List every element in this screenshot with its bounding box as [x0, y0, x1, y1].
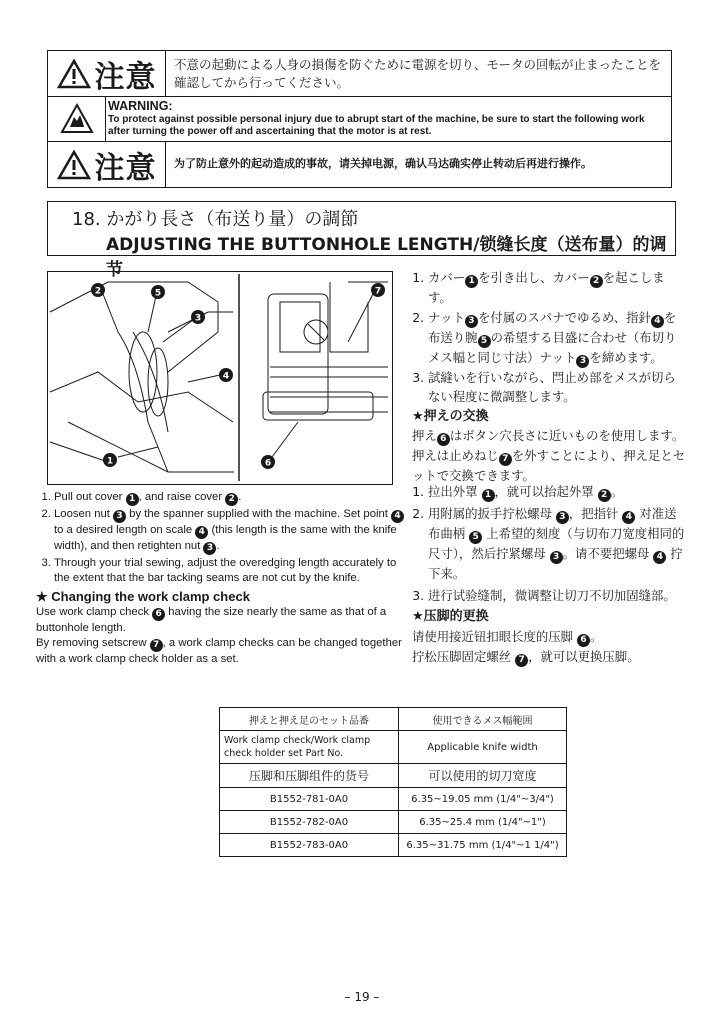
warning-row-en — [48, 97, 671, 142]
callout-badge: 4 — [651, 315, 664, 328]
header-width-cn: 可以使用的切刀宽度 — [399, 764, 567, 788]
callout-4: 4 — [222, 371, 230, 382]
chinese-step-1 — [428, 482, 688, 502]
text: を付属のスパナでゆるめ、指針 — [477, 309, 651, 325]
text: ，把指针 — [568, 506, 623, 521]
english-instructions — [36, 490, 406, 667]
callout-6: 6 — [264, 458, 272, 469]
callout-badge: 6 — [152, 608, 165, 621]
header-part-cn: 压脚和压脚组件的货号 — [220, 764, 399, 788]
callout-badge: 3 — [203, 542, 216, 555]
callout-badge: 3 — [465, 315, 478, 328]
callout-7: 7 — [374, 286, 382, 297]
english-subtitle: ★ Changing the work clamp check — [36, 589, 250, 605]
text: ，就可以更换压脚。 — [528, 648, 640, 664]
chinese-paragraph-2 — [412, 647, 688, 667]
text: を起こします。 — [428, 270, 665, 305]
part-number: B1552-781-0A0 — [220, 788, 399, 811]
caution-label-cn — [48, 142, 166, 188]
text: , and raise cover — [138, 491, 226, 503]
knife-width: 6.35~25.4 mm (1/4"~1") — [399, 811, 567, 834]
part-number: B1552-782-0A0 — [220, 811, 399, 834]
text: 。 — [590, 628, 603, 644]
text: の希望する目盛に合わせ（布切りメス幅と同じ寸法）ナット — [428, 329, 677, 365]
text: 。 — [610, 484, 623, 499]
english-step-2 — [54, 507, 406, 555]
page-number: – 19 – — [344, 990, 380, 1004]
text: By removing setscrew — [36, 636, 150, 649]
text: . — [238, 491, 242, 503]
warning-block — [47, 50, 672, 188]
text: カバー — [428, 270, 466, 285]
text: 上希望的刻度（与切布刀宽度相同的尺寸），然后拧紧螺母 — [428, 526, 685, 561]
text: (this length is the same with the knife width), and then retighten nut — [54, 524, 397, 552]
hand-hazard-icon — [60, 103, 94, 135]
table-row — [220, 811, 567, 834]
text: . — [216, 540, 220, 552]
table-row — [220, 788, 567, 811]
warning-text: To protect against possible personal injury due to abrupt start of the machine, be sure to start the following work after turning the power off and ascertaining that the motor is at rest. — [108, 114, 645, 137]
callout-1: 1 — [106, 456, 114, 467]
part-number: B1552-783-0A0 — [220, 834, 399, 857]
callout-badge: 2 — [590, 275, 603, 288]
text: を引き出し、カバー — [478, 270, 590, 285]
parts-table — [219, 707, 567, 857]
header-part-en: Work clamp check/Work clamp check holder set Part No. — [220, 731, 399, 764]
text: 拧下来。 — [428, 546, 683, 581]
caution-text-cn: 为了防止意外的起动造成的事故，请关掉电源，确认马达确实停止转动后再进行操作。 — [174, 157, 592, 170]
knife-width: 6.35~31.75 mm (1/4"~1 1/4") — [399, 834, 567, 857]
callout-badge: 2 — [225, 493, 238, 506]
callout-badge: 6 — [437, 433, 450, 446]
text: 对准送布曲柄 — [428, 506, 677, 541]
text: Through your trial sewing, adjust the overedging length accurately to the extent that the bar tacking seams are not cut by the knife. — [54, 557, 397, 585]
text: 进行试验缝制，微调整让切刀不切加固缝部。 — [428, 587, 676, 603]
text: Use work clamp check — [36, 605, 153, 618]
chinese-step-3 — [428, 586, 688, 606]
text: , a work clamp checks can be changed together with a work clamp check holder as a set. — [36, 636, 402, 665]
text: はボタン穴長さに近いものを使用します。押えは止めねじ — [412, 428, 685, 463]
text: Pull out cover — [54, 491, 126, 503]
callout-badge: 5 — [469, 531, 482, 544]
text: ナット — [428, 309, 465, 325]
heading-en: ADJUSTING THE BUTTONHOLE LENGTH/锁缝长度（送布量）的调节 — [106, 235, 667, 280]
callout-2: 2 — [94, 286, 102, 297]
table-header-row-jp — [220, 708, 567, 731]
callout-badge: 3 — [576, 355, 589, 368]
caution-text-jp: 不意の起動による人身の損傷を防ぐために電源を切り、モータの回転が止まったことを確認してから行ってください。 — [174, 57, 662, 90]
text: 拉出外罩 — [428, 484, 482, 499]
callout-badge: 4 — [622, 511, 635, 524]
text: by the spanner supplied with the machine. Set point — [126, 508, 392, 520]
callout-5: 5 — [154, 288, 162, 299]
machine-illustration — [48, 272, 391, 483]
callout-badge: 4 — [653, 551, 666, 564]
hand-warning-label — [48, 97, 106, 141]
callout-badge: 4 — [195, 526, 208, 539]
text: を布送り腕 — [428, 309, 677, 345]
japanese-subtitle: ★押えの交換 — [412, 408, 489, 424]
table-header-row-cn — [220, 764, 567, 788]
callout-badge: 3 — [550, 551, 563, 564]
text: 試縫いを行いながら、閂止め部をメスが切らない程度に微調整します。 — [428, 369, 676, 404]
callout-badge: 1 — [126, 493, 139, 506]
text: ，就可以抬起外罩 — [494, 484, 598, 499]
chinese-subtitle: ★压脚的更换 — [412, 609, 489, 624]
callout-badge: 2 — [598, 489, 611, 502]
text: を外すことにより、押え足とセットで交換できます。 — [412, 448, 686, 483]
text: 。请不要把螺母 — [562, 546, 654, 561]
callout-badge: 6 — [577, 634, 590, 647]
callout-badge: 1 — [465, 275, 478, 288]
english-steps — [36, 490, 406, 586]
text: 用附属的扳手拧松螺母 — [428, 506, 556, 521]
chinese-step-2 — [428, 504, 688, 584]
japanese-step-2 — [428, 308, 688, 368]
chinese-paragraph-1 — [412, 627, 688, 647]
chinese-instructions — [412, 482, 688, 667]
japanese-step-3 — [428, 368, 688, 407]
callout-badge: 1 — [482, 489, 495, 502]
callout-badge: 7 — [515, 654, 528, 667]
japanese-step-1 — [428, 268, 688, 308]
text: を締めます。 — [589, 349, 663, 365]
callout-badge: 3 — [113, 510, 126, 523]
japanese-steps — [412, 268, 688, 407]
text: to a desired length on scale — [54, 524, 196, 536]
header-width-jp: 使用できるメス幅範囲 — [399, 708, 567, 731]
japanese-paragraph-1 — [412, 426, 688, 486]
caution-label-jp — [48, 51, 166, 96]
heading-jp: 18. かがり長さ（布送り量）の調節 — [72, 209, 359, 230]
callout-3: 3 — [194, 313, 202, 324]
text: 押え — [412, 428, 437, 443]
caution-row-jp — [48, 51, 671, 97]
text: 拧松压脚固定螺丝 — [412, 648, 516, 664]
callout-badge: 3 — [556, 511, 569, 524]
callout-badge: 5 — [478, 335, 491, 348]
text: 请使用接近钮扣眼长度的压脚 — [412, 628, 578, 644]
knife-width: 6.35~19.05 mm (1/4"~3/4") — [399, 788, 567, 811]
chinese-steps — [412, 482, 688, 605]
callout-badge: 4 — [391, 510, 404, 523]
warning-triangle-icon — [57, 150, 91, 180]
text: having the size nearly the same as that of a buttonhole length. — [36, 605, 387, 634]
header-part-jp: 押えと押え足のセット品番 — [220, 708, 399, 731]
adjustment-figure — [47, 271, 393, 485]
table-row — [220, 834, 567, 857]
caution-word-jp: 注意 — [94, 59, 157, 95]
warning-label: WARNING: — [108, 99, 173, 113]
japanese-instructions — [412, 268, 688, 486]
warning-triangle-icon — [57, 59, 91, 89]
table-header-row-en — [220, 731, 567, 764]
caution-row-cn — [48, 142, 671, 188]
callout-badge: 7 — [150, 639, 163, 652]
callout-badge: 7 — [499, 453, 512, 466]
english-paragraph-2 — [36, 636, 406, 667]
english-paragraph-1 — [36, 605, 406, 636]
header-width-en: Applicable knife width — [399, 731, 567, 764]
caution-word-cn: 注意 — [94, 151, 157, 186]
english-step-1 — [54, 490, 406, 506]
english-step-3 — [54, 556, 406, 586]
text: Loosen nut — [54, 508, 114, 520]
